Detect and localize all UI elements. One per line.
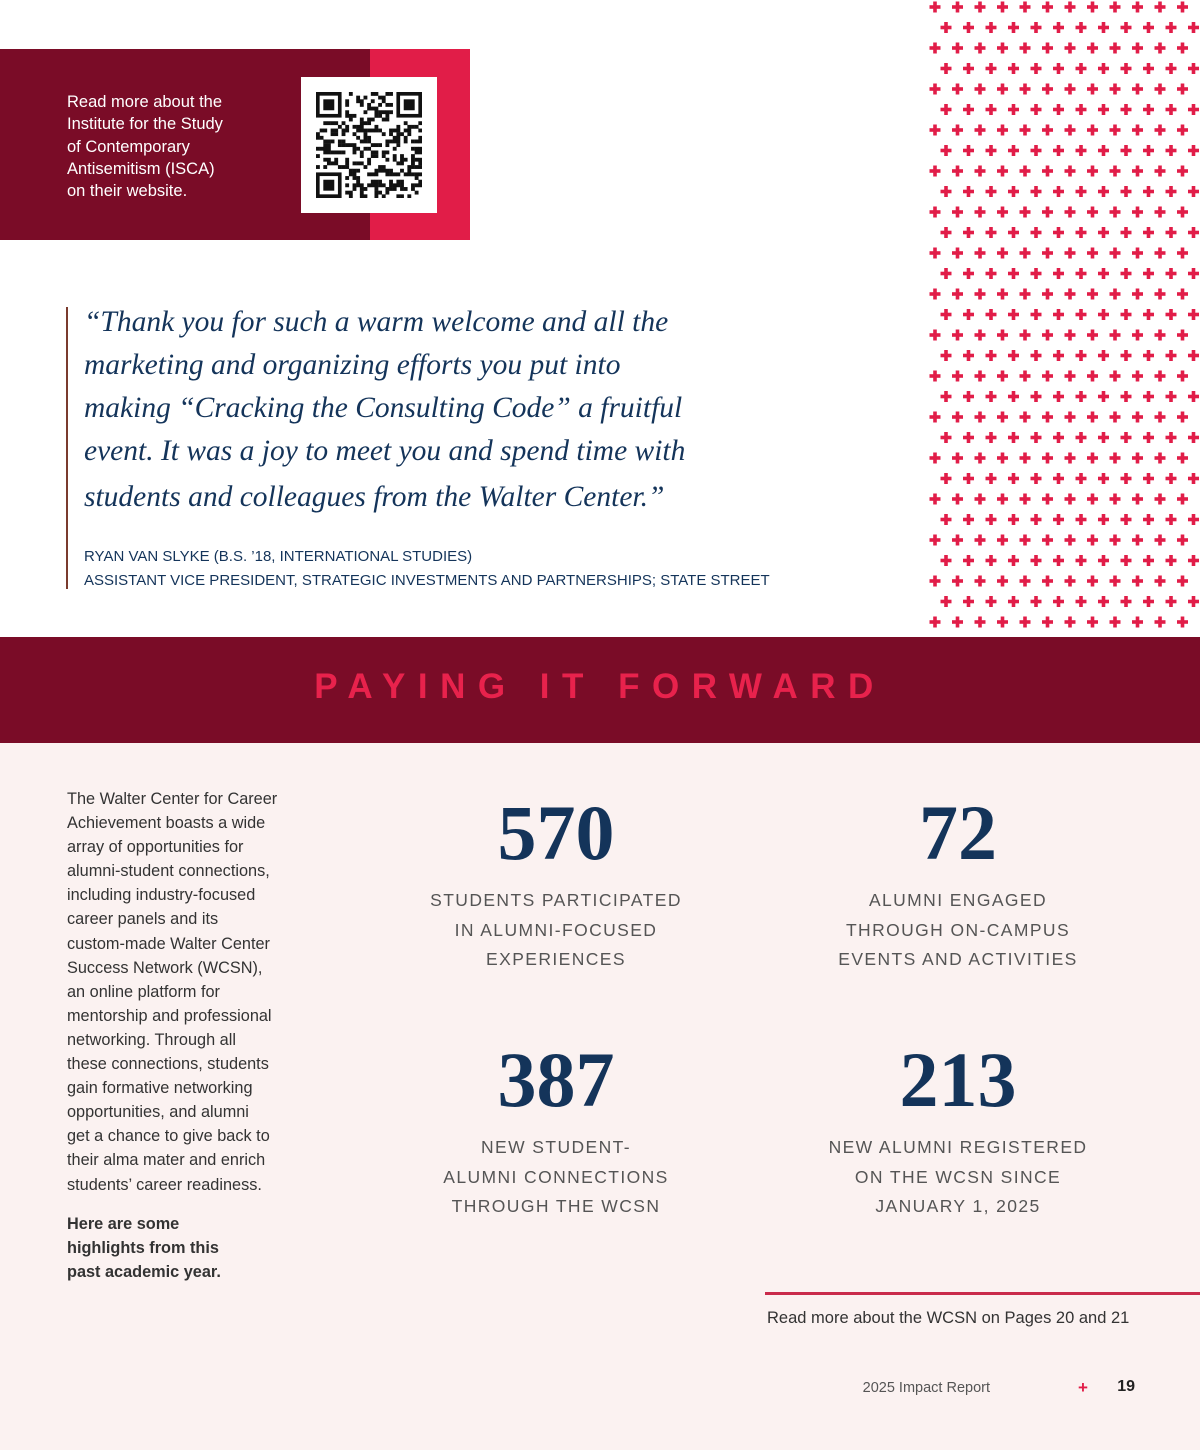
stat-label-line: ON THE WCSN SINCE xyxy=(854,1166,1062,1187)
page-number: 19 xyxy=(1117,1378,1135,1395)
highlights-section xyxy=(0,743,1200,1450)
stat-label xyxy=(396,1133,716,1222)
qr-banner-line: of Contemporary xyxy=(67,137,190,156)
intro-line: career panels and its xyxy=(67,910,219,929)
qr-banner-line: Institute for the Study xyxy=(67,115,223,134)
stat-label xyxy=(798,886,1118,975)
stat-value: 387 xyxy=(497,1036,615,1123)
stat-alumni-engaged xyxy=(798,788,1118,975)
intro-line: their alma mater and enrich xyxy=(67,1151,266,1170)
intro-line: Success Network (WCSN), xyxy=(67,958,263,977)
intro-line: get a chance to give back to xyxy=(67,1127,270,1146)
quote-line: event. It was a joy to meet you and spend time with xyxy=(84,435,686,467)
intro-line: students’ career readiness. xyxy=(67,1175,262,1194)
stat-label-line: STUDENTS PARTICIPATED xyxy=(430,890,682,910)
intro-line: including industry-focused xyxy=(67,886,256,905)
page-footer xyxy=(860,1378,1135,1400)
quote-attribution xyxy=(84,545,824,593)
stat-students-participated xyxy=(396,788,716,975)
plus-separator-icon: + xyxy=(1078,1378,1088,1397)
intro-line: these connections, students xyxy=(67,1055,269,1074)
highlight-line: highlights from this xyxy=(67,1239,219,1258)
quote-line: making “Cracking the Consulting Code” a fruitful xyxy=(84,392,683,424)
attribution-name: RYAN VAN SLYKE (B.S. ’18, INTERNATIONAL STUDIES) xyxy=(84,548,473,565)
section-title: PAYING IT FORWARD xyxy=(314,667,886,706)
plus-pattern-icon xyxy=(927,0,1200,637)
quote-text xyxy=(84,301,804,519)
top-section xyxy=(0,0,1200,637)
testimonial-quote xyxy=(66,307,826,589)
intro-line: alumni-student connections, xyxy=(67,862,270,881)
intro-line: mentorship and professional xyxy=(67,1006,272,1025)
stat-label-line: ALUMNI ENGAGED xyxy=(868,890,1048,910)
section-header-band xyxy=(0,637,1200,743)
stat-value: 213 xyxy=(899,1036,1017,1123)
stat-label-line: THROUGH ON-CAMPUS xyxy=(845,919,1071,940)
intro-line: an online platform for xyxy=(67,982,220,1001)
stat-label-line: THROUGH THE WCSN xyxy=(451,1196,661,1216)
stat-label-line: NEW STUDENT- xyxy=(481,1137,631,1157)
quote-line: marketing and organizing efforts you put into xyxy=(84,349,621,381)
stat-label-line: EVENTS AND ACTIVITIES xyxy=(838,949,1078,969)
stat-label-line: NEW ALUMNI REGISTERED xyxy=(828,1137,1088,1157)
highlight-line: Here are some xyxy=(67,1215,180,1233)
stat-new-alumni-registered xyxy=(798,1035,1118,1222)
stat-label xyxy=(798,1133,1118,1222)
qr-banner xyxy=(0,49,470,240)
stat-label xyxy=(396,886,716,975)
stat-value: 570 xyxy=(497,789,615,876)
qr-banner-text xyxy=(67,91,277,202)
intro-line: opportunities, and alumni xyxy=(67,1103,249,1122)
report-name: 2025 Impact Report xyxy=(862,1380,990,1396)
stat-new-connections xyxy=(396,1035,716,1222)
quote-line: students and colleagues from the Walter Center.” xyxy=(84,481,665,513)
qr-banner-line: Antisemitism (ISCA) xyxy=(67,159,215,178)
attribution-title: ASSISTANT VICE PRESIDENT, STRATEGIC INVESTMENTS AND PARTNERSHIPS; STATE STREET xyxy=(84,572,770,589)
intro-line: array of opportunities for xyxy=(67,838,244,857)
intro-line: gain formative networking xyxy=(67,1079,253,1098)
stat-label-line: IN ALUMNI-FOCUSED xyxy=(454,919,658,940)
stat-label-line: JANUARY 1, 2025 xyxy=(875,1196,1041,1216)
stat-label-line: EXPERIENCES xyxy=(486,949,626,969)
qr-code-icon[interactable] xyxy=(301,77,437,213)
qr-banner-line: Read more about the xyxy=(67,93,223,111)
intro-highlight xyxy=(67,1212,267,1284)
qr-banner-line: on their website. xyxy=(67,182,188,201)
intro-line: networking. Through all xyxy=(67,1030,236,1049)
intro-paragraph xyxy=(67,787,307,1197)
intro-line: custom-made Walter Center xyxy=(67,934,270,953)
highlight-line: past academic year. xyxy=(67,1263,221,1282)
wcsn-link-note[interactable]: Read more about the WCSN on Pages 20 and 21 xyxy=(767,1309,1130,1327)
intro-line: Achievement boasts a wide xyxy=(67,814,266,833)
divider-rule xyxy=(765,1292,1200,1295)
stat-label-line: ALUMNI CONNECTIONS xyxy=(443,1166,669,1187)
intro-line: The Walter Center for Career xyxy=(67,790,278,808)
quote-line: “Thank you for such a warm welcome and all the xyxy=(84,306,669,338)
stat-value: 72 xyxy=(919,789,997,876)
